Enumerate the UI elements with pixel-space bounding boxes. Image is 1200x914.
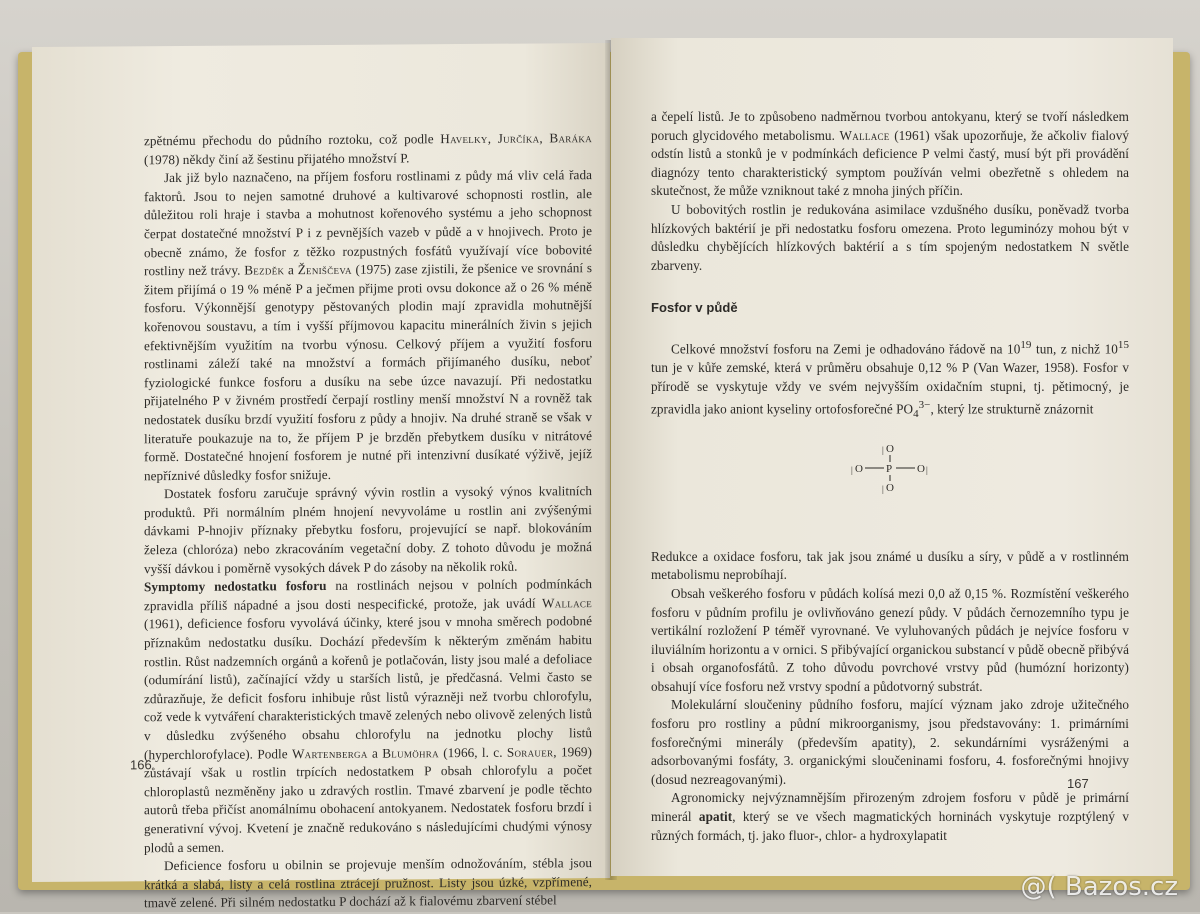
author-name: Wartenberga <box>291 745 368 761</box>
oxygen-left: O <box>855 462 863 475</box>
bold-term: apatit <box>698 809 733 825</box>
watermark: @( Bazos.cz <box>1020 872 1178 902</box>
text-run: Agronomicky nejvýznamnějším přirozeným zdrojem fosforu v půdě je primární minerál <box>651 790 1129 825</box>
subscript: 4 <box>913 408 919 421</box>
lone-pair-bar: | <box>882 444 884 455</box>
paragraph <box>144 166 592 485</box>
text-run: tun, z nichž 10 <box>1031 341 1118 357</box>
author-name: Baráka <box>549 130 592 146</box>
text-run: , <box>539 130 550 146</box>
text-run: a <box>284 262 298 278</box>
oxygen-right: O <box>917 462 925 475</box>
text-run: (1961) však upozorňuje, že ačkoliv fialový odstín listů a stonků je v podmínkách deficience P velmi častý, musí být při provádění diagnózy tento charakteristický symptom používán velmi obezřetně s ohledem na skutečnost, že může vzniknout také z mnoha jiných příčin. <box>651 127 1129 199</box>
author-name: Havelky <box>440 130 488 147</box>
page-number: 166 <box>130 757 152 773</box>
superscript: 3− <box>918 399 931 412</box>
text-run: na rostlinách nejsou v polních podmínkách zpravidla příliš nápadné a jsou dosti nespecifické, protože, jak uvádí <box>144 576 592 614</box>
left-page-text <box>144 129 592 913</box>
author-name: Jurčíka <box>497 130 540 146</box>
text-run: , který lze strukturně znázornit <box>930 401 1094 417</box>
paragraph <box>144 575 592 857</box>
text-run: zpětnému přechodu do půdního roztoku, což podle <box>144 131 441 149</box>
text-run: (1978) někdy činí až šestinu přijatého množství P. <box>144 149 410 167</box>
paragraph: U bobovitých rostlin je redukována asimilace vzdušného dusíku, poněvadž tvorba hlízkových baktérií je při nedostatku fosforu omezena. Proto leguminózy mohou být v důsledku chybějících hlízkových baktérií a s tím spojeným nedostatkem N světle zbarveny. <box>651 201 1129 273</box>
author-name: Blumöhra <box>382 744 439 761</box>
paragraph: Deficience fosforu u obilnin se projevuje menším odnožováním, stébla jsou krátká a slabá, listy a celá rostlina ztrácejí pružnost. Listy jsou úzké, vzpřímené, tmavě zelené. Při silném nedostatku P dochází až k fialovému zbarvení stébel <box>144 855 592 911</box>
text-run: tun je v kůře zemské, která v průměru obsahuje 0,12 % P (Van Wazer, 1958). Fosfor v přírodě se vyskytuje vždy ve svém nejvyšším oxidačním stupni, tj. pětimocný, je zpravidla jako aniont kyseliny ortofosforečné PO <box>651 359 1129 417</box>
paragraph: Redukce a oxidace fosforu, tak jak jsou známé u dusíku a síry, v půdě a v rostlinném metabolismu neprobíhají. <box>651 548 1129 583</box>
author-name: Wallace <box>541 594 592 611</box>
text-run: Jak již bylo naznačeno, na příjem fosforu rostlinami z půdy má vliv celá řada faktorů. Jsou to nejen samotné druhové a kultivarové schopnosti rostlin, ale důležitou roli hraje i stavba a mohutnost kořenového systému a jeho schopnost čerpat dostatečné množství P i z pevnějších vazeb v půdě a v hnojivech. Proto je obecně známo, že fosfor z těžko rozpustných fosfátů využívají více bobovité rostliny než trávy. <box>144 167 592 279</box>
lone-pair-bar: | <box>882 483 884 494</box>
text-run: (1966, l. c. <box>438 744 507 760</box>
right-page-text <box>651 108 1129 845</box>
page-number: 167 <box>1067 776 1089 791</box>
text-run: a čepelí listů. Je to způsobeno nadměrnou tvorbou antokyanu, který se tvoří následkem poruch glycidového metabolismu. <box>651 109 1129 143</box>
text-run: Celkové množství fosforu na Zemi je odhadováno řádově na 10 <box>671 341 1021 357</box>
paragraph <box>651 789 1129 845</box>
oxygen-bottom: O <box>886 481 894 494</box>
paragraph: Molekulární sloučeniny půdního fosforu, mající význam jako zdroje užitečného fosforu pro rostliny a půdní mikroorganismy, jsou představovány: 1. primárními fosforečnými minerály (především apatity), 2. sekundárními vysráženými a adsorbovanými fosfáty, 3. organickými sloučeninami fosforu, 4. fosforečnými hnojivy (dosud nezreagovanými). <box>651 697 1129 787</box>
text-run: , který se ve všech magmatických horninách vyskytuje rozptýlený v různých formách, tj. jako fluor-, chlor- a hydroxylapatit <box>651 809 1130 843</box>
paragraph <box>144 129 592 169</box>
exponent: 15 <box>1117 338 1129 351</box>
text-run: , <box>487 130 498 146</box>
phosphorus-atom: P <box>886 462 893 475</box>
text-run: (1961), deficience fosforu vyvolává účinky, které jsou v mnoha směrech podobné příznakům nedostatku dusíku. Dochází především k některým změnám habitu rostlin. Růst nadzemních orgánů a kořenů je potlačován, listy jsou malé a defoliace (odumírání listů), začínající vždy u starších listů, je předčasná. Velmi často se zdůrazňuje, že deficit fosforu inhibuje růst listů výrazněji než tvorbu chlorofylu, což vede k vytváření charakteristických tmavě zelených nebo olivově zelených listů v důsledku zvýšeného obsahu chlorofylu na jednotku plochy listů (hyperchlorofylace). Podle <box>144 613 592 762</box>
bold-term: Symptomy nedostatku fosforu <box>144 578 327 595</box>
lone-pair-bar: | <box>926 464 928 475</box>
text-run: , 1969) zůstávají však u rostlin trpících nedostatkem P obsah chlorofylu a počet chloroplastů nezměněny jako u zdravých rostlin. Tmavé zbarvení je podle těchto autorů třeba přičíst anomálnímu obohacení antokyanem. Nedostatek fosforu brzdí i generativní vývoj. Kvetení je značně redukováno s následujícími chudými výnosy plodů a semen. <box>144 743 592 855</box>
right-page <box>611 38 1173 876</box>
paragraph <box>651 108 1129 201</box>
text-run: (1975) zase zjistili, že pšenice ve srovnání s žitem přijímá o 19 % méně P a ječmen přijme proti ovsu dokonce až o 26 % méně fosforu. Výkonnější genotypy pěstovaných plodin mají zpravidla mohutnější kořenovou soustavu, a tím i vyšší příjmovou kapacitu minerálních živin s jejich efektivnějším využitím na tvorbu výnosu. Celkový příjem a využití fosforu rostlinami záleží také na množství a formách přijímaného dusíku, neboť fyziologické funkce fosforu a dusíku na sebe úzce navazují. Při nedostatku přijatelného P v živném prostředí čerpají rostliny menší množství N a rovněž tak nedostatek dusíku brzdí využití fosforu z půdy a hnojiv. Na druhé straně se však v literatuře poukazuje na to, že příjem P je brzděn přebytkem dusíku v nitrátové formě. Dostatečné hnojení fosforem je nutné při intenzivní dusíkaté výživě, jejíž nepříznivé důsledky fosfor snižuje. <box>144 260 592 483</box>
paragraph: Obsah veškerého fosforu v půdách kolísá mezi 0,0 až 0,15 %. Rozmístění veškerého fosforu v půdním profilu je ovlivňováno genezí půdy. V půdách černozemního typu je vertikální rozložení P téměř vyrovnané. Ve vyluhovaných půdách je nejvíce fosforu v iluviálním horizontu a v ornici. S přibývající organickou substancí v půdě obecně přibývá i obsah organofosfátů. Z toho důvodu povrchové vrstvy půd (humózní horizonty) obsahují více fosforu než vrstvy spodní a půdotvorný substrát. <box>651 585 1129 694</box>
lone-pair-bar: | <box>851 464 853 475</box>
left-page <box>32 43 610 911</box>
paragraph: Dostatek fosforu zaručuje správný vývin rostlin a vysoký výnos kvalitních produktů. Při normálním plném hnojení nevyvoláme u rostlin ani zvýšenými dávkami P-hnojiv příznaky přebytku fosforu, projevující se např. blokováním železa (chloróza) nebo zkracováním vegetační doby. Z tohoto důvodu je možná vyšší dávkou i poměrně vysokých dávek P do zásoby na několik roků. <box>144 483 592 576</box>
exponent: 19 <box>1020 338 1032 351</box>
author-name: Wallace <box>839 127 890 143</box>
author-name: Sorauer <box>506 743 554 760</box>
section-heading: Fosfor v půdě <box>651 300 738 316</box>
paragraph <box>651 336 1129 424</box>
text-run: a <box>367 745 383 761</box>
author-name: Bezděk <box>244 262 285 278</box>
author-name: Ženiščeva <box>297 261 352 278</box>
phosphate-structure-formula <box>850 438 930 498</box>
oxygen-top: O <box>886 442 894 455</box>
